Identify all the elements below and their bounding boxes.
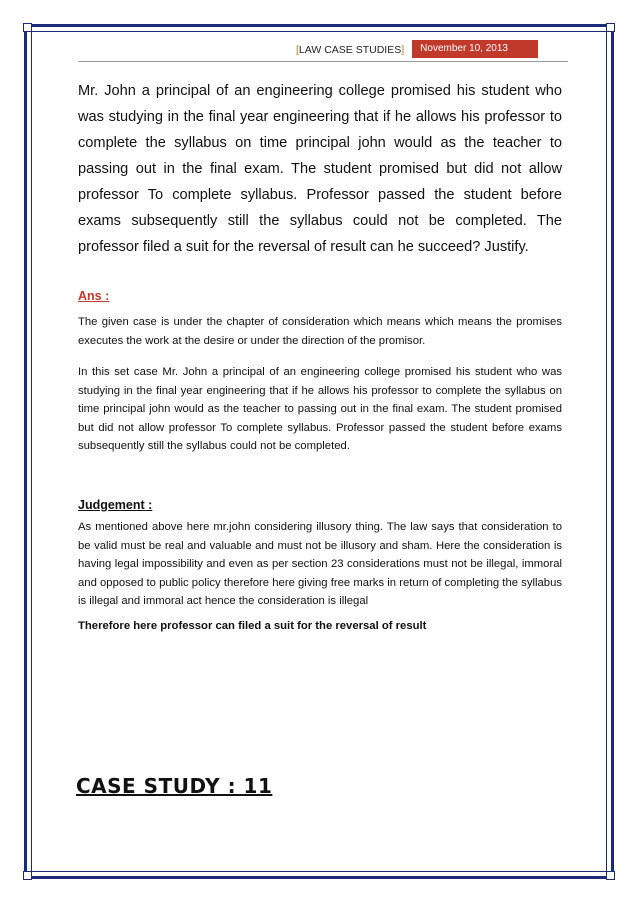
border-corner-ornament xyxy=(23,23,32,32)
answer-paragraph-2: In this set case Mr. John a principal of an engineering college promised his student who was studying in the final year engineering that if he allows his professor to complete the syllabus on time principal john would as the teacher to passing out in the final exam. The student promised but did not allow professor To complete syllabus. Professor passed the student before exams subsequently still the syllabus could not be completed. xyxy=(78,366,562,452)
judgement-heading: Judgement : xyxy=(78,498,153,512)
judgement-conclusion: Therefore here professor can filed a suit for the reversal of result xyxy=(78,620,427,632)
header-title-group xyxy=(296,40,404,56)
border-corner-ornament xyxy=(606,871,615,880)
header-bracket-close: ] xyxy=(401,44,405,56)
border-corner-ornament xyxy=(606,23,615,32)
case-study-title: CASE STUDY : 11 xyxy=(76,774,273,798)
header-rule xyxy=(78,61,568,62)
header-title: LAW CASE STUDIES xyxy=(298,44,402,56)
answer-heading: Ans : xyxy=(78,289,110,303)
header-date: November 10, 2013 xyxy=(412,40,538,58)
judgement-paragraph: As mentioned above here mr.john considering illusory thing. The law says that consideration to be valid must be real and valuable and must not be illusory and sham. Here the consideration is having legal impossibility and even as per section 23 considerations must not be illegal, immoral and opposed to public policy therefore here giving free marks in return of completing the syllabus is illegal and immoral act hence the consideration is illegal xyxy=(78,521,562,607)
question-text: Mr. John a principal of an engineering college promised his student who was studying in the final year engineering that if he allows his professor to complete the syllabus on time principal john would as the teacher to passing out in the final exam. The student promised but did not allow professor To complete syllabus. Professor passed the student before exams subsequently still the syllabus could not be completed. The professor filed a suit for the reversal of result can he succeed? Justify. xyxy=(78,83,562,255)
header-bracket-open: [ xyxy=(296,44,299,56)
page-header xyxy=(296,40,538,62)
answer-paragraph-1: The given case is under the chapter of consideration which means which means the promises executes the work at the desire or under the direction of the promisor. xyxy=(78,316,562,347)
border-corner-ornament xyxy=(23,871,32,880)
